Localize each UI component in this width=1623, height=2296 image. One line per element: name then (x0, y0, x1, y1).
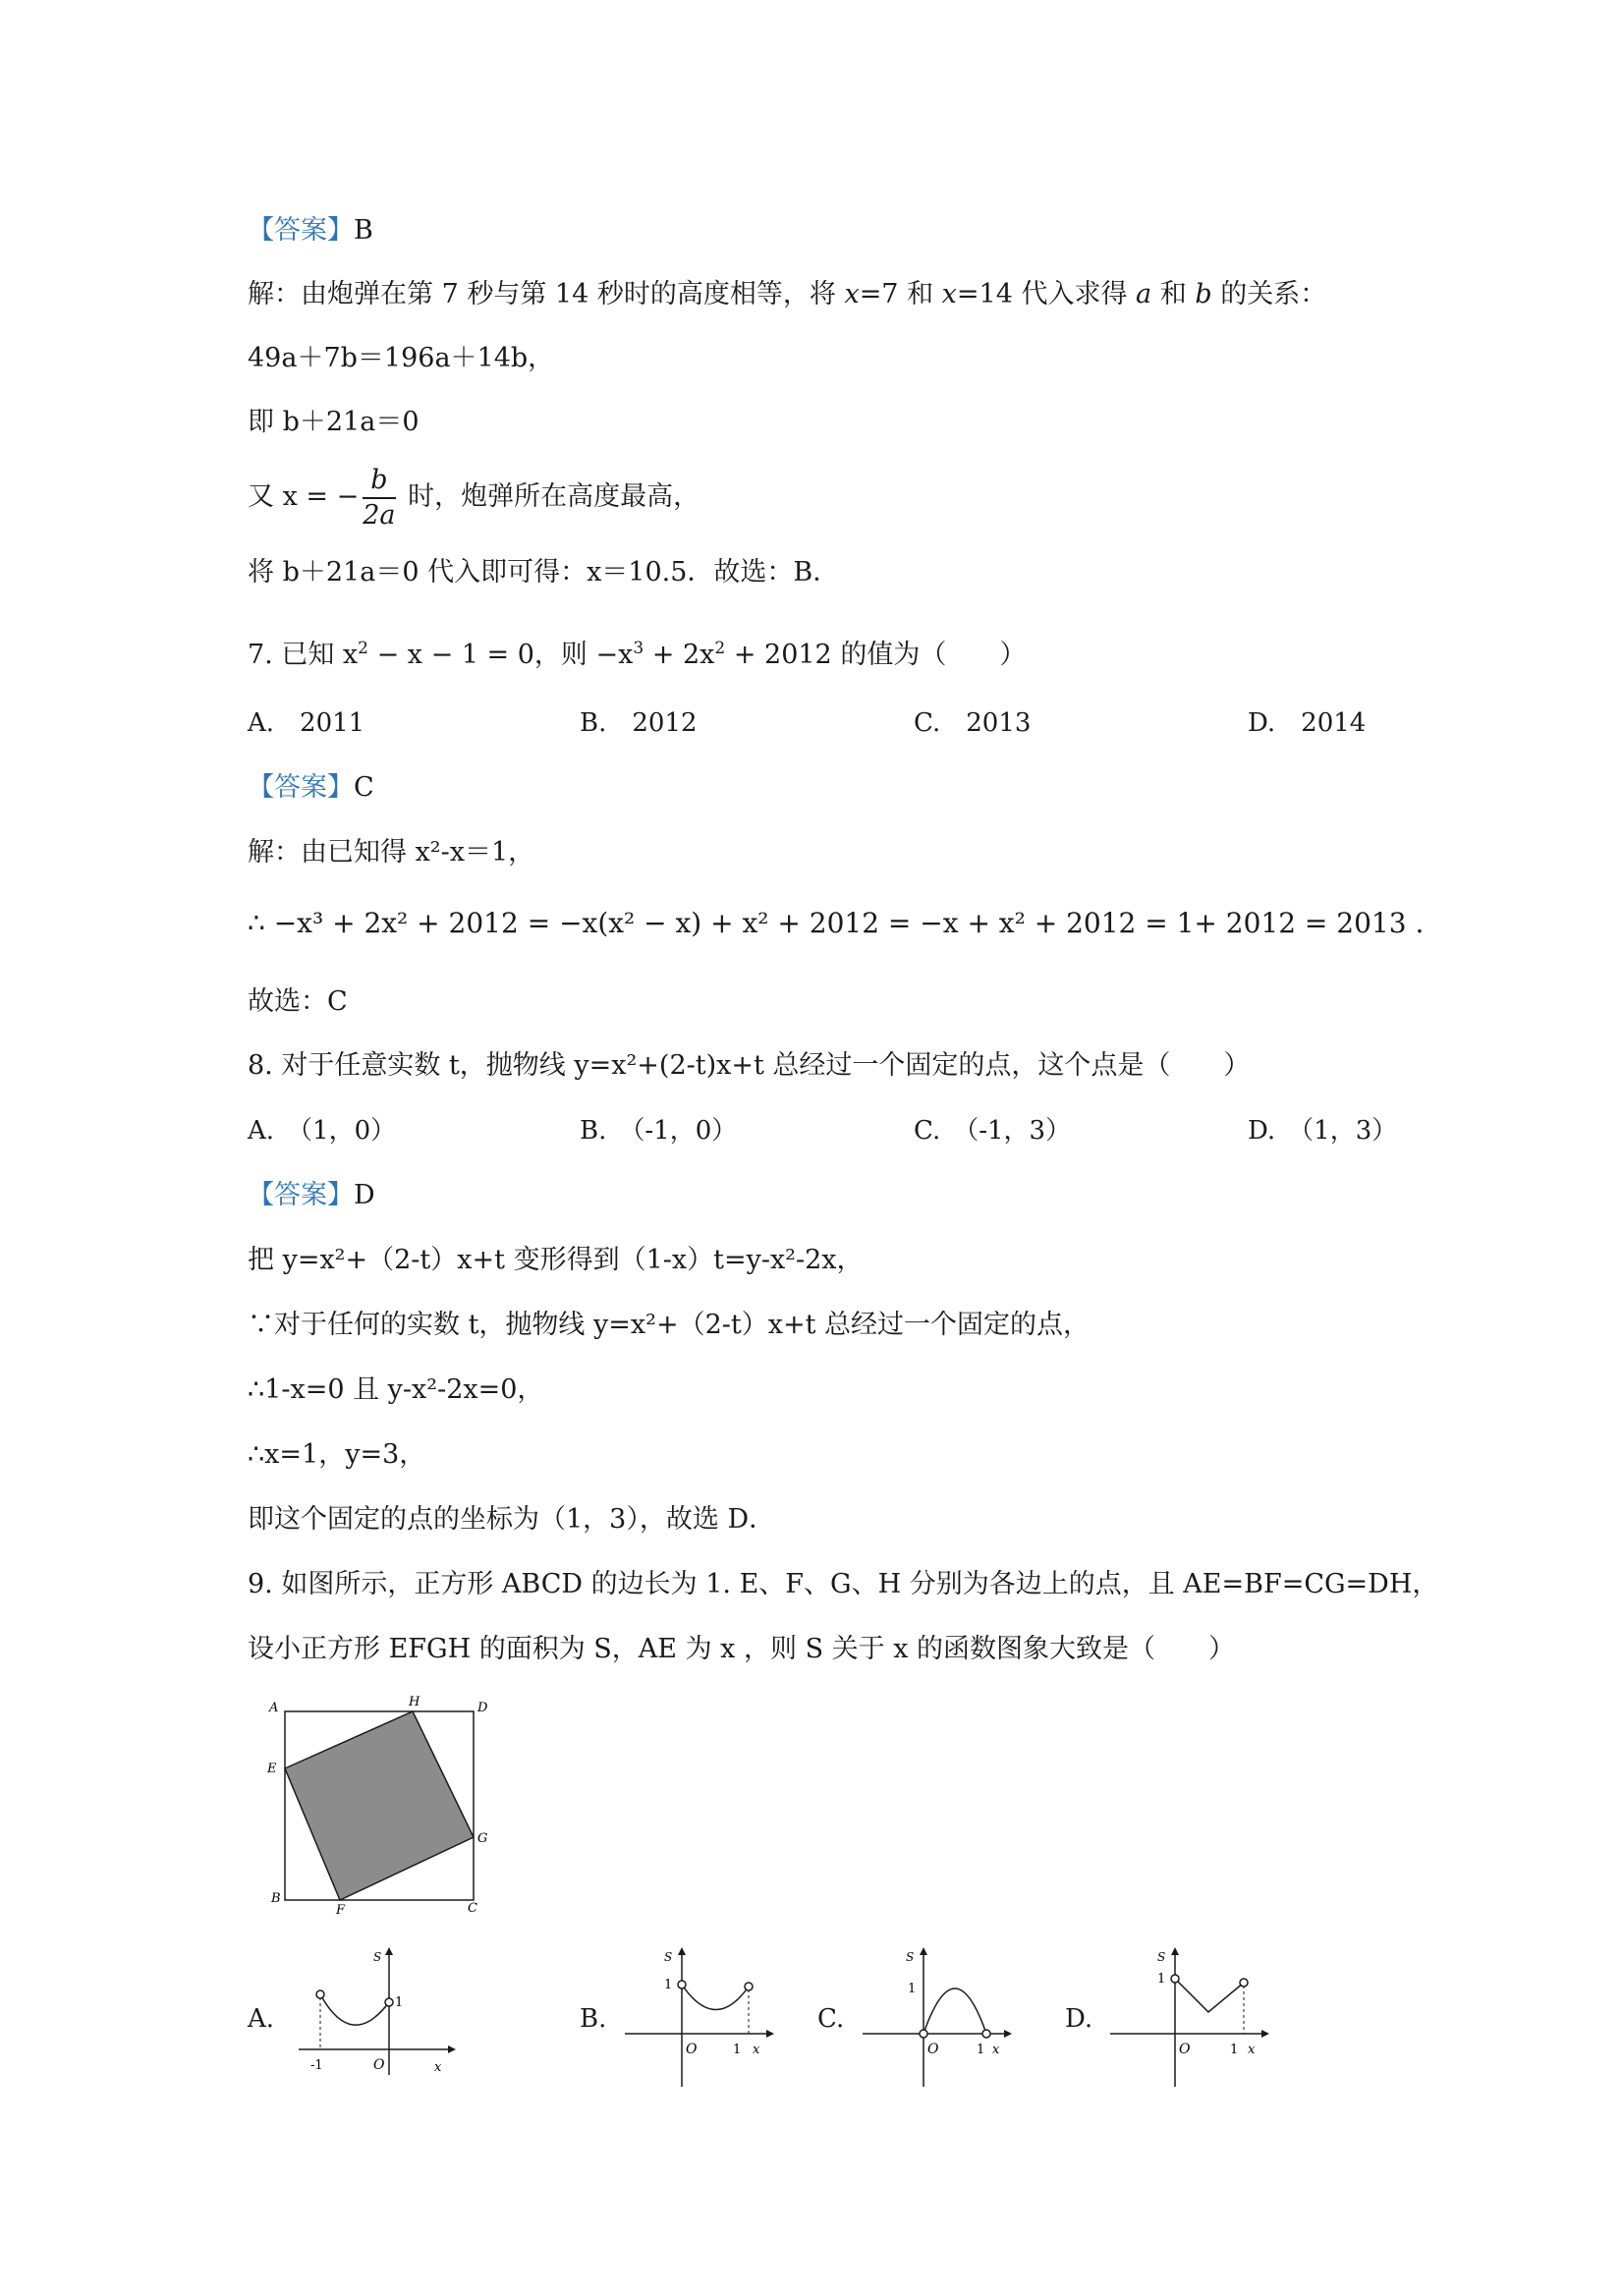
q9-stem-2: 设小正方形 EFGH 的面积为 S，AE 为 x ，则 S 关于 x 的函数图象大致是（ ） (248, 1634, 1236, 1664)
q6-vertex-line: 又 x = − $\frac{b}{2a}$ 时，炮弹所在高度最高， (248, 464, 700, 531)
svg-text:S: S (373, 1950, 382, 1964)
q9-option-d-letter[interactable]: D. (1065, 2004, 1093, 2034)
q7-option-b[interactable]: B. 2012 (580, 708, 698, 738)
label-c: C (468, 1901, 477, 1916)
q7-answer-line (248, 768, 374, 808)
q7-solution-3: 故选：C (248, 986, 348, 1017)
q9-option-c-letter[interactable]: C. (817, 2004, 845, 2034)
q7-solution-1: 解：由已知得 x²-x＝1， (248, 837, 535, 868)
svg-text:1: 1 (664, 1978, 673, 1992)
q7-solution-2: ∴ −x³ + 2x² + 2012 = −x(x² − x) + x² + 2012 = −x + x² + 2012 = 1+ 2012 = 2013 . (248, 907, 1425, 939)
svg-text:-1: -1 (310, 2058, 323, 2073)
q7-stem: 7. 已知 $x^2 - x - 1 = 0$，则 $-x^3 + 2x^2 + 2012$ 的值为（ ） (248, 639, 1027, 670)
q9-option-a-letter[interactable]: A. (248, 2004, 275, 2034)
q6-equation-1: 49a＋7b＝196a＋14b， (248, 343, 555, 373)
svg-text:O: O (1179, 2042, 1191, 2057)
q6-equation-2: 即 b＋21a＝0 (248, 407, 420, 437)
square-figure (257, 1690, 493, 1916)
q8-solution-2: ∵对于任何的实数 t，抛物线 y=x²+（2-t）x+t 总经过一个固定的点， (248, 1310, 1090, 1340)
q8-option-a[interactable]: A. （1，0） (248, 1116, 397, 1146)
svg-text:1: 1 (733, 2043, 742, 2057)
answer-letter: D (354, 1180, 375, 1210)
q7-option-c[interactable]: C. 2013 (914, 708, 1032, 738)
label-b: B (271, 1891, 281, 1906)
label-f: F (336, 1903, 346, 1916)
answer-letter: B (354, 215, 373, 246)
inner-square-efgh (285, 1711, 474, 1900)
q9-graph-a[interactable] (291, 1943, 458, 2081)
q9-graph-d[interactable] (1104, 1943, 1271, 2091)
q8-option-c[interactable]: C. （-1，3） (914, 1116, 1072, 1146)
svg-text:S: S (906, 1950, 915, 1964)
q7-option-d[interactable]: D. 2014 (1248, 708, 1367, 738)
svg-text:O: O (686, 2042, 698, 2057)
svg-text:1: 1 (395, 1995, 404, 2010)
svg-text:x: x (753, 2043, 760, 2057)
answer-letter: C (354, 772, 374, 803)
svg-text:O: O (927, 2042, 939, 2057)
answer-tag: 【答案】 (248, 1180, 354, 1210)
q9-stem-1: 9. 如图所示，正方形 ABCD 的边长为 1. E、F、G、H 分别为各边上的点，且 AE=BF=CG=DH， (248, 1569, 1439, 1599)
answer-tag: 【答案】 (248, 215, 354, 246)
fraction: $\frac{b}{2a}$ (363, 464, 396, 531)
svg-text:x: x (1248, 2043, 1256, 2057)
q6-solution-line-1: 解：由炮弹在第 7 秒与第 14 秒时的高度相等，将 x=7 和 x=14 代入求得 a 和 b 的关系： (248, 279, 1327, 309)
svg-text:x: x (992, 2043, 1000, 2057)
q7-option-a[interactable]: A. 2011 (248, 708, 365, 738)
label-g: G (477, 1831, 488, 1846)
q9-option-b-letter[interactable]: B. (580, 2004, 607, 2034)
answer-tag: 【答案】 (248, 772, 354, 803)
q8-solution-5: 即这个固定的点的坐标为（1，3），故选 D． (248, 1504, 776, 1535)
svg-text:1: 1 (1157, 1972, 1166, 1987)
q8-option-b[interactable]: B. （-1，0） (580, 1116, 738, 1146)
label-d: D (477, 1701, 488, 1715)
svg-text:S: S (664, 1950, 673, 1964)
svg-text:x: x (434, 2060, 442, 2075)
q9-graph-b[interactable] (619, 1943, 776, 2091)
svg-text:1: 1 (908, 1982, 917, 1996)
svg-text:1: 1 (1230, 2043, 1239, 2057)
label-a: A (269, 1701, 279, 1715)
label-h: H (409, 1695, 420, 1709)
q8-solution-3: ∴1-x=0 且 y-x²-2x=0， (248, 1374, 544, 1405)
q8-answer-line (248, 1176, 375, 1215)
q8-solution-4: ∴x=1，y=3， (248, 1439, 426, 1470)
q8-option-d[interactable]: D. （1，3） (1248, 1116, 1398, 1146)
svg-text:S: S (1157, 1950, 1166, 1964)
svg-text:O: O (373, 2057, 385, 2073)
q8-stem: 8. 对于任意实数 t，抛物线 y=x²+(2-t)x+t 总经过一个固定的点，这个点是（ ） (248, 1050, 1251, 1081)
svg-text:1: 1 (977, 2043, 985, 2057)
q9-graph-c[interactable] (857, 1943, 1014, 2091)
q6-answer-line (248, 211, 373, 251)
q6-conclusion: 将 b＋21a＝0 代入即可得：x＝10.5．故选：B． (248, 557, 840, 588)
label-e: E (267, 1762, 277, 1776)
q8-solution-1: 把 y=x²+（2-t）x+t 变形得到（1-x）t=y-x²-2x， (248, 1245, 864, 1275)
